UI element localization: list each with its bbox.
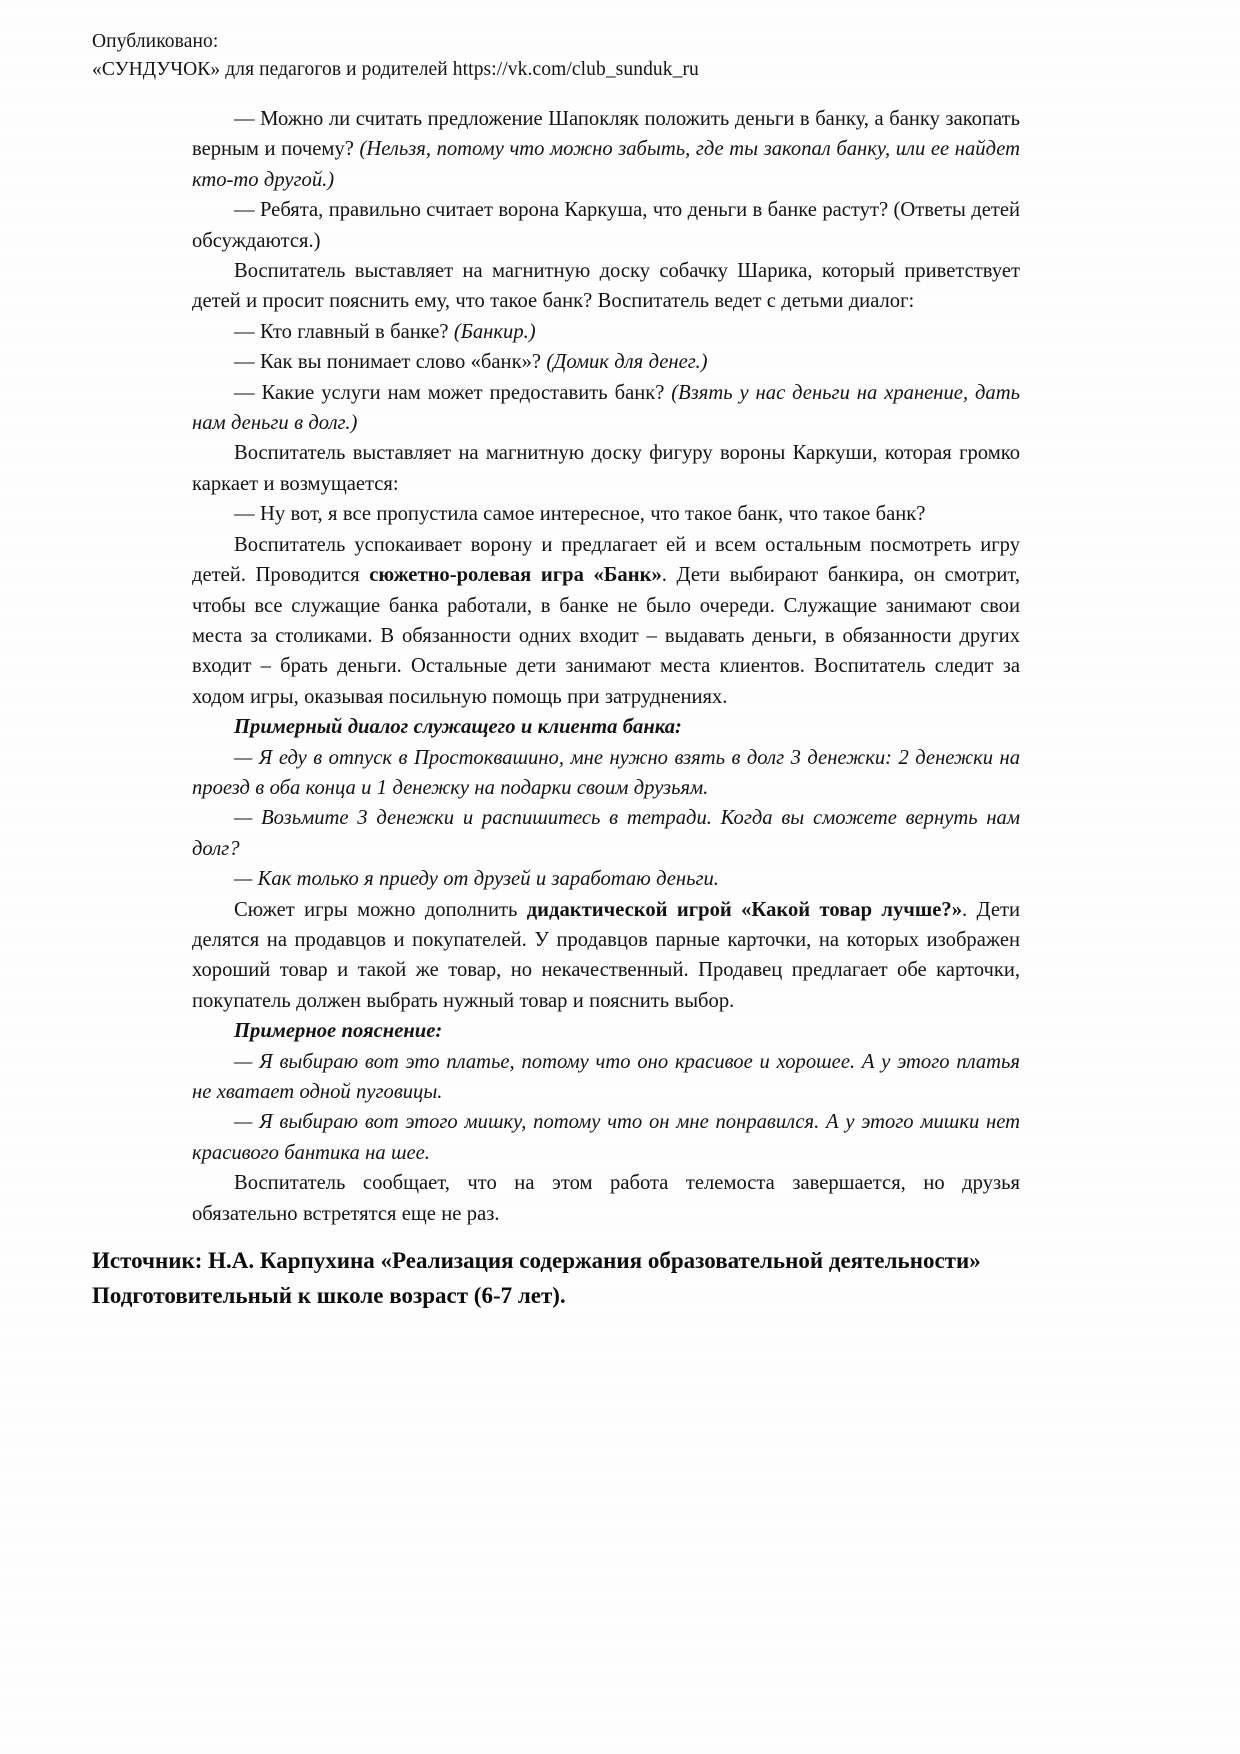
- paragraph-roleplay-game-bank: [192, 530, 1020, 712]
- text-run: — Кто главный в банке?: [234, 320, 454, 343]
- text-run: — Ну вот, я все пропустила самое интересное, что такое банк, что такое банк?: [234, 503, 926, 526]
- text-run: Воспитатель выставляет на магнитную доску фигуру вороны Каркуши, которая громко каркает и возмущается:: [192, 442, 1020, 495]
- paragraph-crow-missed-everything: [192, 499, 1020, 529]
- paragraph-question-who-is-chief: [192, 317, 1020, 347]
- paragraph-explanation-bear: [192, 1107, 1020, 1168]
- paragraph-clerk-take-three: [192, 803, 1020, 864]
- text-run-bold-italic: Примерное пояснение:: [234, 1020, 443, 1043]
- source-attribution: Источник: Н.А. Карпухина «Реализация содержания образовательной деятельности» Подготовительный к школе возраст (6-7 лет).: [92, 1248, 981, 1308]
- text-run-bold-italic: Примерный диалог служащего и клиента банка:: [234, 716, 682, 739]
- text-run: — Какие услуги нам может предоставить банк?: [234, 381, 672, 404]
- text-run-italic: (Домик для денег.): [546, 351, 708, 374]
- publication-header: [92, 28, 992, 84]
- published-label: Опубликовано:: [92, 31, 219, 52]
- text-run: — Как вы понимает слово «банк»?: [234, 351, 547, 374]
- paragraph-question-money-grows: [192, 195, 1020, 256]
- paragraph-teacher-closing: [192, 1168, 1020, 1229]
- text-run: Сюжет игры можно дополнить: [234, 898, 527, 921]
- paragraph-client-needs-loan: [192, 743, 1020, 804]
- paragraph-question-word-bank: [192, 347, 1020, 377]
- heading-sample-explanation: [192, 1016, 1020, 1046]
- paragraph-explanation-dress: [192, 1047, 1020, 1108]
- text-run-italic: — Я выбираю вот это платье, потому что оно красивое и хорошее. А у этого платья не хватает одной пуговицы.: [192, 1050, 1020, 1103]
- paragraph-didactic-game-which-product: [192, 895, 1020, 1017]
- paragraph-client-will-repay: [192, 864, 1020, 894]
- text-run: . Дети делятся на продавцов и покупателей. У продавцов парные карточки, на которых изображен хороший товар и такой же товар, но некачественный. Продавец предлагает обе карточки, покупатель должен выбрать нужный товар и пояснить выбор.: [192, 898, 1020, 1012]
- text-run-italic: (Взять у нас деньги на хранение, дать нам деньги в долг.): [192, 381, 1020, 435]
- text-run: — Ребята, правильно считает ворона Каркуша, что деньги в банке растут? (Ответы детей обсуждаются.): [192, 199, 1020, 252]
- text-run-bold-game-title: сюжетно-ролевая игра «Банк»: [369, 564, 662, 587]
- text-run: Воспитатель выставляет на магнитную доску собачку Шарика, который приветствует детей и просит пояснить ему, что такое банк? Воспитатель ведет с детьми диалог:: [192, 260, 1020, 313]
- text-run-italic: — Возьмите 3 денежки и распишитесь в тетради. Когда вы сможете вернуть нам долг?: [192, 807, 1020, 860]
- text-run-italic: — Как только я приеду от друзей и заработаю деньги.: [234, 868, 719, 891]
- paragraph-teacher-places-dog: [192, 256, 1020, 317]
- text-run: Воспитатель успокаивает ворону и предлагает ей и всем остальным посмотреть игру детей. Проводится: [192, 533, 1020, 587]
- paragraph-question-bank-burial: [192, 104, 1020, 195]
- publisher-credit-line: «СУНДУЧОК» для педагогов и родителей https://vk.com/club_sunduk_ru: [92, 59, 699, 80]
- heading-sample-dialogue: [192, 712, 1020, 742]
- text-run: Воспитатель сообщает, что на этом работа телемоста завершается, но друзья обязательно встретятся еще не раз.: [192, 1172, 1020, 1225]
- paragraph-teacher-places-crow: [192, 438, 1020, 499]
- text-run-italic: — Я еду в отпуск в Простоквашино, мне нужно взять в долг 3 денежки: 2 денежки на проезд в оба конца и 1 денежку на подарки своим друзьям.: [192, 746, 1020, 799]
- text-run: . Дети выбирают банкира, он смотрит, чтобы все служащие банка работали, в банке не было очереди. Служащие занимают свои места за столиками. В обязанности одних входит – выдавать деньги, в обязанности других входит – брать деньги. Остальные дети занимают места клиентов. Воспитатель следит за ходом игры, оказывая посильную помощь при затруднениях.: [192, 564, 1020, 708]
- text-run-italic: (Нельзя, потому что можно забыть, где ты закопал банку, или ее найдет кто-то другой.): [192, 138, 1021, 191]
- paragraph-question-bank-services: [192, 378, 1020, 439]
- text-run-italic: — Я выбираю вот этого мишку, потому что он мне понравился. А у этого мишки нет красивого бантика на шее.: [192, 1111, 1020, 1164]
- body-text-column: [192, 104, 1020, 1229]
- text-run-bold-game-title: дидактической игрой «Какой товар лучше?»: [526, 898, 962, 921]
- text-run-italic: (Банкир.): [453, 320, 536, 343]
- text-run: — Можно ли считать предложение Шапокляк положить деньги в банку, а банку закопать верным и почему?: [192, 108, 1020, 161]
